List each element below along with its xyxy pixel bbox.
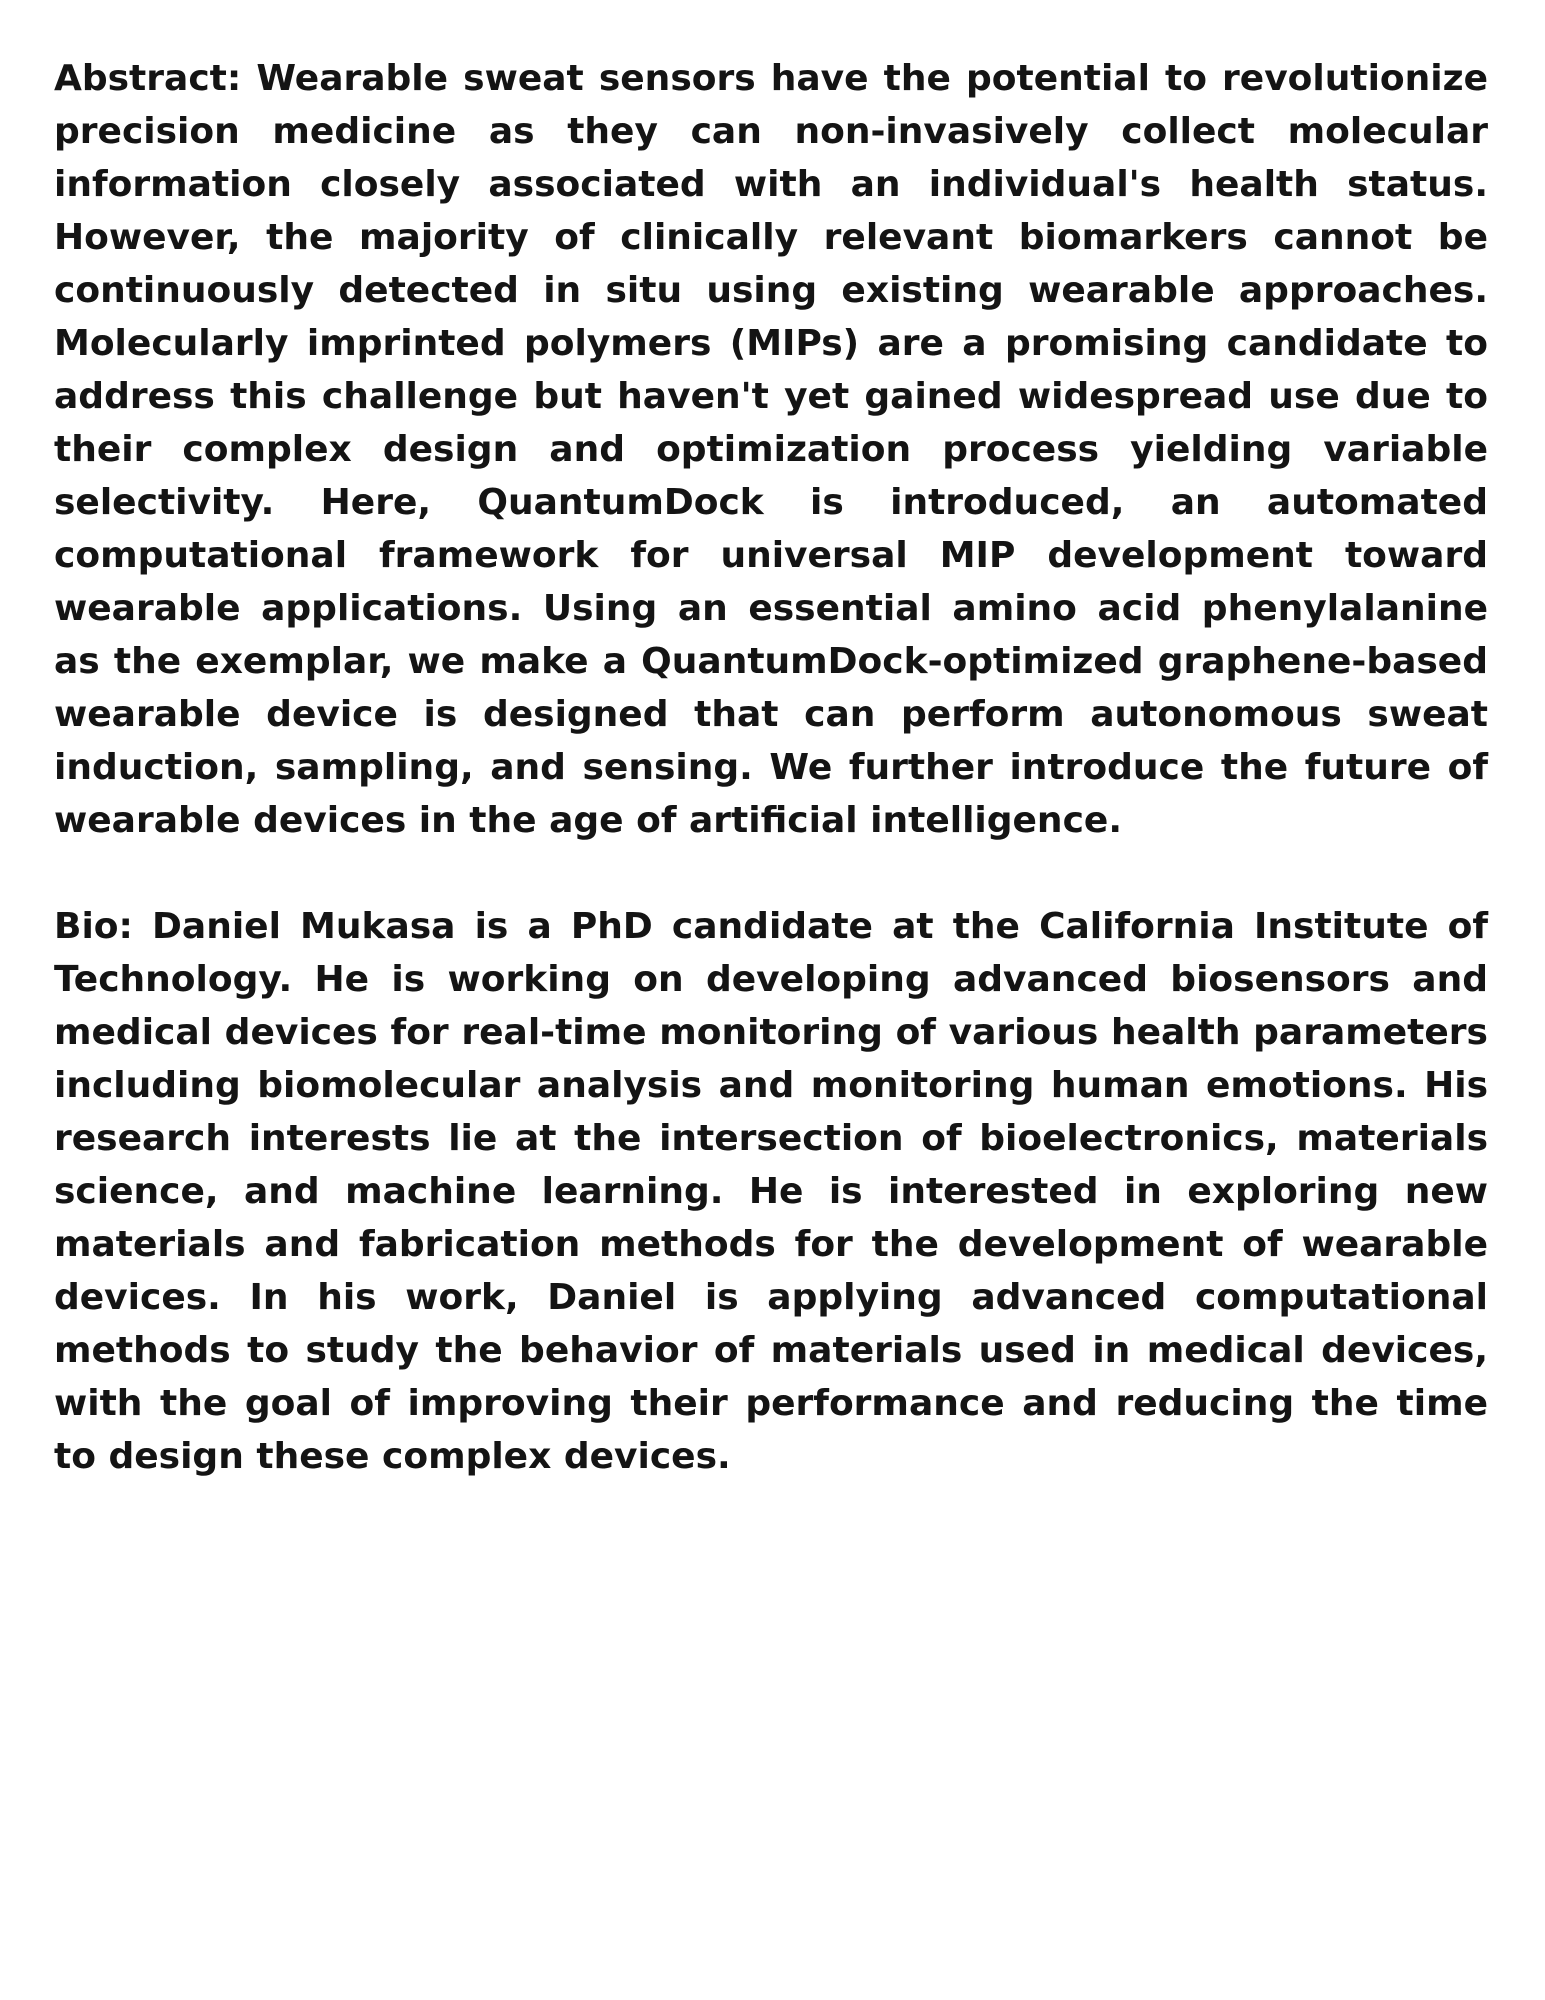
abstract-paragraph: Abstract: Wearable sweat sensors have the potential to revolutionize precision medicine as they can non-invasively collect molecular information closely associated with an individual's health status. However, the majority of clinically relevant biomarkers cannot be continuously detected in situ using existing wearable approaches. Molecularly imprinted polymers (MIPs) are a promising candidate to address this challenge but haven't yet gained widespread use due to their complex design and optimization process yielding variable selectivity. Here, QuantumDock is introduced, an automated computational framework for universal MIP development toward wearable applications. Using an essential amino acid phenylalanine as the exemplar, we make a QuantumDock-optimized graphene-based wearable device is designed that can perform autonomous sweat induction, sampling, and sensing. We further introduce the future of wearable devices in the age of artificial intelligence.: [54, 58, 1488, 841]
document-page: [54, 52, 1488, 1483]
bio-paragraph: Bio: Daniel Mukasa is a PhD candidate at the California Institute of Technology. He is working on developing advanced biosensors and medical devices for real-time monitoring of various health parameters including biomolecular analysis and monitoring human emotions. His research interests lie at the intersection of bioelectronics, materials science, and machine learning. He is interested in exploring new materials and fabrication methods for the development of wearable devices. In his work, Daniel is applying advanced computational methods to study the behavior of materials used in medical devices, with the goal of improving their performance and reducing the time to design these complex devices.: [54, 906, 1488, 1477]
